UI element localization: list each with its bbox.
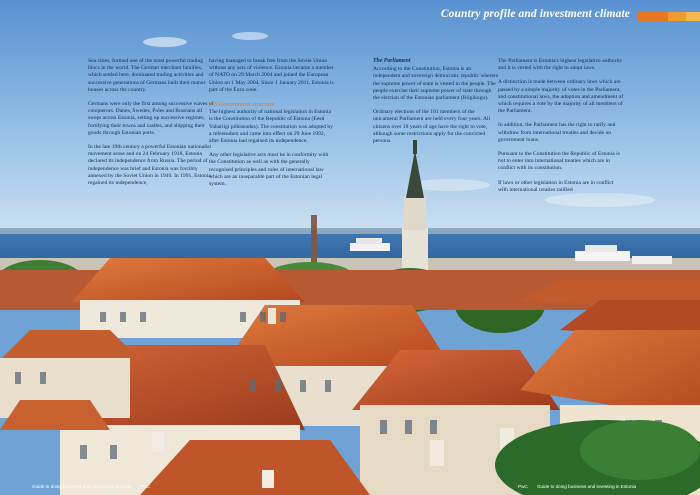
paragraph: The highest authority of national legislation in Estonia is the Constitution of the Republic of Estonia (Eesti Vabariigi põhiseadus). The constitution was adopted by a referendum and came into effect on 29 June 1992, after Estonia had regained its independence. <box>209 109 334 145</box>
accent-swatch-2 <box>668 12 686 21</box>
paragraph: Germans were only the first among successive waves of conquerors. Danes, Swedes, Poles and Russians all swept across Estonia, setting up successive regimes, fortifying their towns and castles, and shipping their goods through Estonian ports. <box>88 101 214 136</box>
footer-guide-title: Guide to doing business and investing in Estonia <box>536 484 637 489</box>
section-heading: 1.3 Government structure <box>209 101 275 109</box>
text-column-1 <box>88 58 214 194</box>
footer-right <box>518 484 636 489</box>
paragraph: Ordinary elections of the 101 members of the unicameral Parliament are held every four years. All citizens over 18 years of age have the right to vote, although some restrictions apply for the convicted persons. <box>373 109 491 145</box>
text-column-2 <box>209 58 335 195</box>
paragraph: If laws or other legislation in Estonia are in conflict with international treaties ratified <box>498 179 614 193</box>
footer-left <box>32 484 150 489</box>
paragraph: According to the Constitution, Estonia is an independent and sovereign democratic republic wherein the supreme power of state is vested in the people. The people exercise their supreme power of state through the election of the Estonian parliament (Riigikogu). <box>373 66 499 102</box>
paragraph: having managed to break free from the Soviet Union without any acts of violence. Estonia became a member of NATO on 29 March 2004 and joined the European Union on 1 May 2004. Since 1 January 2011, Estonia is part of the Euro zone. <box>209 58 334 93</box>
paragraph: In addition, the Parliament has the right to ratify and withdraw from international treaties and decide on government loans. <box>498 122 616 143</box>
accent-swatch-3 <box>686 12 700 21</box>
paragraph: In the late 19th century a powerful Estonian nationalist movement arose and on 24 February 1918, Estonia declared its independence from Russia. The period of independence was brief and Estonia was forcibly annexed by the Soviet Union in 1940. In 1991, Estonia regained its independence, <box>88 144 212 187</box>
section-title: Country profile and investment climate <box>440 8 630 20</box>
paragraph: Any other legislative acts must be in conformity with the Constitution as well as with the generally recognised principles and rules of international law which are an inseparable part of the Estonian legal system. <box>209 152 329 188</box>
footer-guide-title: Guide to doing business and investing in Estonia <box>32 484 132 489</box>
paragraph: Pursuant to the Constitution the Republic of Estonia is not to enter into international treaties which are in conflict with its constitution. <box>498 151 620 172</box>
accent-color-bar <box>638 12 700 21</box>
accent-swatch-1 <box>638 12 668 21</box>
footer-brand: PwC <box>140 484 151 489</box>
paragraph: Sea cities, formed one of the most powerful trading blocs in the world. The German merchant families, which settled here, dominated trading activities and successive generations of Germans built their manor houses across the country. <box>88 58 206 93</box>
paragraph: A distinction is made between ordinary laws which are passed by a simple majority of votes in the Parliament, and constitutional laws, the adoption and amendment of which requires a vote by the majority of all members of the Parliament. <box>498 79 624 115</box>
subsection-heading: The Parliament <box>373 58 411 64</box>
text-column-4 <box>498 58 624 201</box>
paragraph: The Parliament is Estonia's highest legislative authority and it is vested with the right to adopt laws. <box>498 58 623 72</box>
footer-brand: PwC <box>518 484 528 489</box>
text-column-3 <box>373 58 499 152</box>
